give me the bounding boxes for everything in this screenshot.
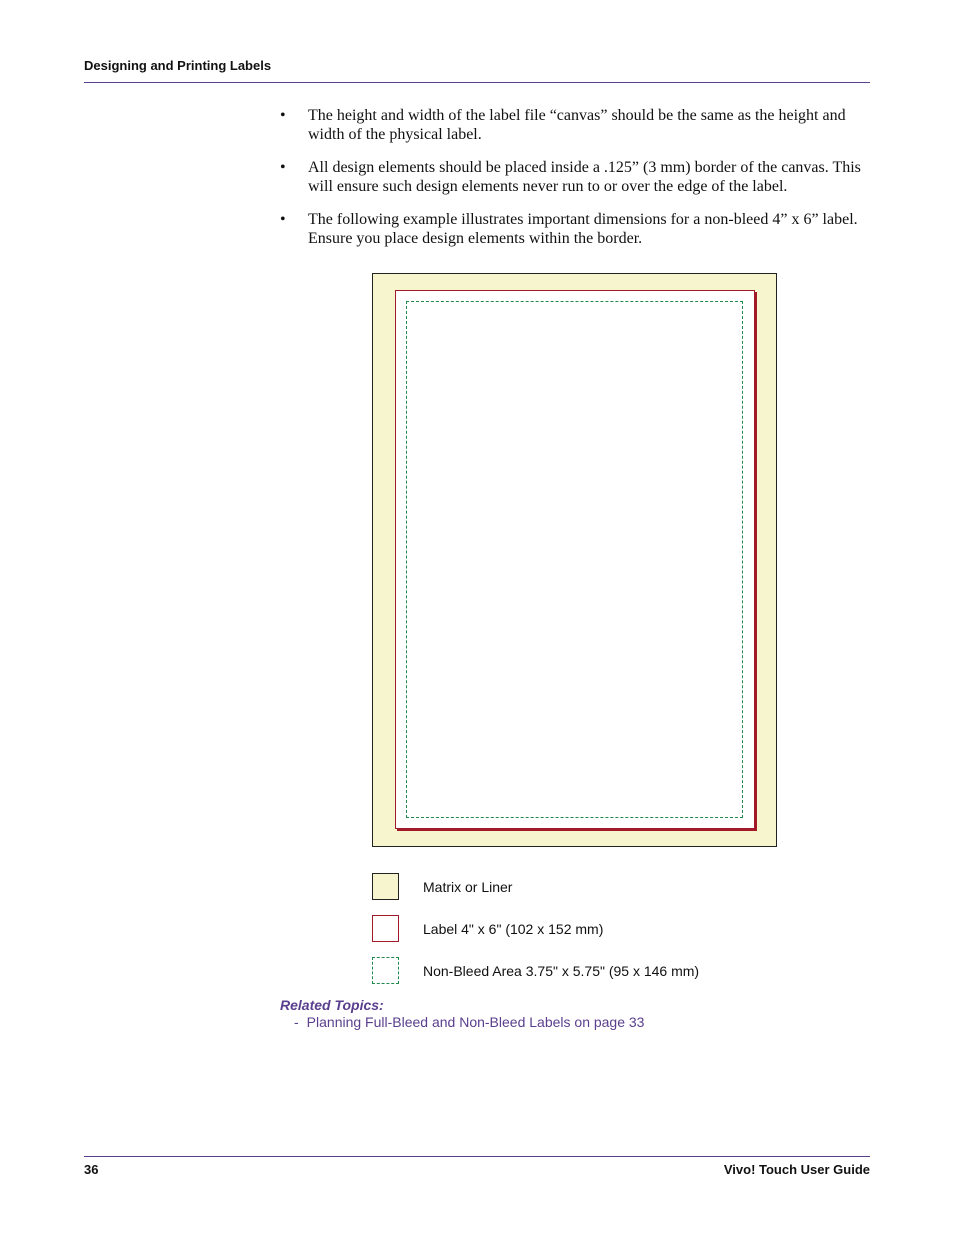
- list-item: [280, 158, 880, 196]
- legend-label-nonbleed: Non-Bleed Area 3.75" x 5.75" (95 x 146 mm): [423, 963, 700, 979]
- label-diagram-matrix: [372, 273, 777, 847]
- related-topic-link[interactable]: [294, 1014, 644, 1030]
- related-topic-dash: -: [294, 1014, 299, 1030]
- running-header: Designing and Printing Labels: [84, 58, 272, 73]
- legend-swatch-matrix: [372, 873, 399, 900]
- list-item: [280, 106, 880, 144]
- guideline-list: [280, 106, 880, 262]
- related-topic-link-text: Planning Full-Bleed and Non-Bleed Labels on page 33: [306, 1014, 645, 1030]
- legend-label-matrix: Matrix or Liner: [423, 879, 513, 895]
- footer-rule: [84, 1156, 870, 1157]
- list-item-text: All design elements should be placed inside a .125” (3 mm) border of the canvas. This will ensure such design elements never run to or over the edge of the label.: [308, 159, 861, 195]
- bullet-glyph: •: [280, 107, 286, 124]
- label-diagram-label-area: [395, 290, 755, 829]
- bullet-glyph: •: [280, 211, 286, 228]
- list-item: [280, 210, 880, 248]
- list-item-text: The height and width of the label file “canvas” should be the same as the height and width of the physical label.: [308, 107, 846, 143]
- label-diagram-nonbleed-area: [406, 301, 743, 818]
- header-rule: [84, 82, 870, 83]
- legend-label-label: Label 4" x 6" (102 x 152 mm): [423, 921, 604, 937]
- legend-swatch-nonbleed: [372, 957, 399, 984]
- guide-title: Vivo! Touch User Guide: [723, 1162, 870, 1177]
- legend-swatch-label: [372, 915, 399, 942]
- related-topics-heading: Related Topics:: [280, 997, 384, 1013]
- list-item-text: The following example illustrates important dimensions for a non-bleed 4” x 6” label. Ensure you place design elements within the border.: [308, 211, 858, 247]
- bullet-glyph: •: [280, 159, 286, 176]
- page-number: 36: [84, 1162, 99, 1177]
